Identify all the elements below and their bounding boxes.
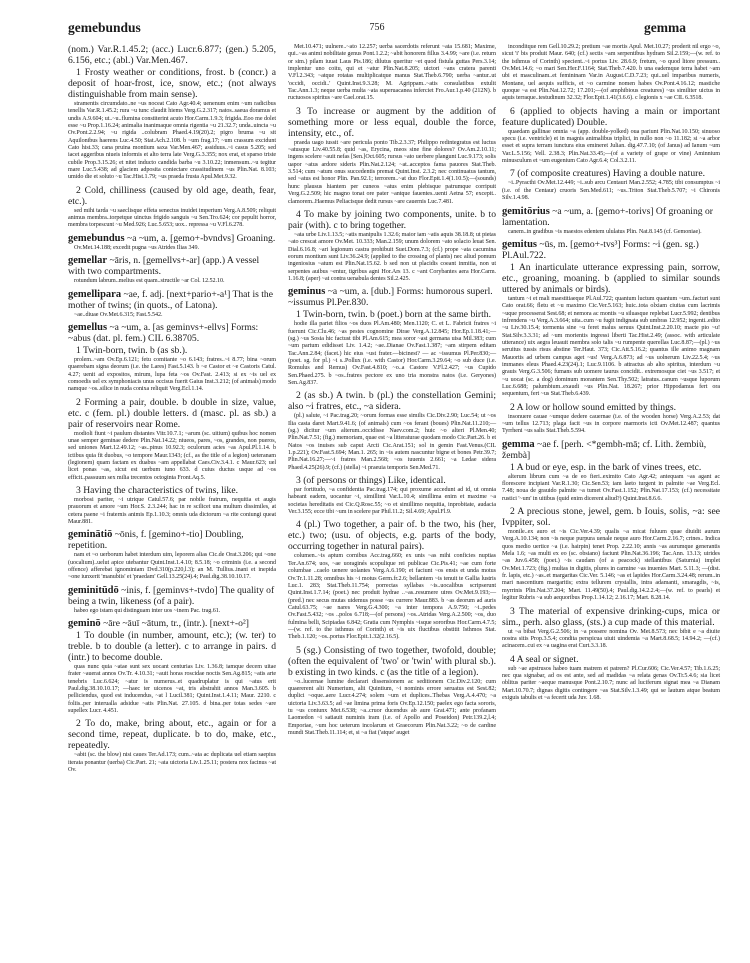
sense-definition: 3 Having the characteristics of twins, like. [76, 484, 238, 496]
citation-block: praeda uago iussit ~are pericula ponto Tib.2.3.37; Philippo redintegratus est luctus ~atusque Liv.40.55.8; quid ~as, Erycina, meos sine fine dolores? Ov.Am.2.10.11; ingens scelere ~auit nefas [Sen.]Oct.605; rursus ~ato uerbere plangunt Luc.9.173; solis uapor ~atus ardore sideris Plin.Nat.2.124; ~at..acceptos fama pauores Stat.Theb. 3.514; cum ~atum onus succedentis premat Quint.Inst. 2.3.2; nec continuatus tantum, sed ~atus est honor Plin. Pan.92.1; terrorem..~at duo Flor.Epit.1.4(1.10.5);—(sounds) hunc plausus hiantem per cuneos ~atus enim plebisque patrumque corripuit Verg.G.2.509; hic magno tonat ore pater ~antque fauentes..uenti Aetna 57; excepit.. clamorem..Haemus Peliacisque dedit rursus ~are cauernis Luc.7.481. [288, 139, 496, 205]
citation-block: sub ~ae apstrusos habeo tuam matrem et patrem? Pl.Cur.606; Cic.Ver.4.57; Tib.1.6.25; nec qua signabar, ad os est ante, sed ad madidas ~a relata genas Ov.Tr.5.4.6; sia licet oblitus pariter ~aeque manusque Pont.2.10.7; nunc ad luciferum signat mea ~a Dianam Mart.10.70.7; dignas digitis contingere ~as Stat.Silv.1.3.49; qui se lautum atque beatum exiguis tabulis et ~a fecerit uda Juv. 1.68. [502, 665, 720, 701]
sense-definition: 1 Frosty weather or conditions, frost. b (concr.) a deposit of hoar-frost, ice, snow, etc.; (not always distinguishable from main sense). [68, 67, 276, 100]
sense-definition: 1 Twin-born, twin. b (as sb.). [76, 344, 188, 356]
citation-block: quas nunc quia ~atae sunt sex uocant centurias Liv. 1.36.8; iamque decem uitae frater ~auerat annos Ov.Tr. 4.10.31; ~auit horas roscidae noctis Sen.Ag.815; ~atis arte tenebris Luc.6.624; ~atur is numerus..et quadruplatur is qui ~atus erit Paul.dig.38.10.10.17; —haec ter uicenos ~at, tris abstrahit annos Man.3.605. b pelliciendus, quod est inducendus, ~at l Lucil.381; Quint.Inst.1.4.11; Maur. 2210. c foliis..per interualla adsidue ~atis Plin.Nat. 27.105. d bina..per totas sedes ~are supellex Lucr. 4.451. [68, 664, 276, 715]
sense-definition: 4 A seal or signet. [510, 653, 579, 665]
citation-block: stramentis circumdato..ne ~us noceat Cato Agr.40.4; uenenum enim ~um radicibus tenellis Var.R.1.45.2; rura ~u tunc claudit hiems Verg.G.2.317; natos..saeua doramus et undis A.9.604; ut..~u..flumina constiterint acuto Hor.Carm.1.9.3; frigida..Eoo me dolet esse ~u Prop.1.16.24; animalia inanimaque omnia rigentia ~u 21.32.7; unda..uincta ~u Ov.Pont.2.2.94; ~u rigida ..colubram Phaed.4.19(20).2; pigro bruma ~u sit Aquilonibus haerens Luc.4.50; Stat.Ach.2.108. b ~um frag.17; ~um crassum excidunt Cato hist.33; cana pruina montium saxa Var.Men.467; assiduus..~i casus 5.205; sed iacet aggeribus niueis informis et alto terra late Verg.G.3.355; nox erat, et sparso triste cubile Prop.3.15.26; et nitet inducto candida barba ~u 3.10.22; inmensum..~u tegitur mare Luc.5.438; ad glaciem adposita coniectare crassitudinem ~us Plin.Nat. 8.103; umido die et soluto ~u Tac.Hist.1.79; ~us praeda frusta Apul.Met.9.32. [68, 101, 276, 181]
entry-grammar: ~ūs, m. [gemo+-tvs³] Forms: ~i (gen. sg.) Pl.Aul.722. [502, 238, 699, 261]
citation-block: prolem..~am Ov.Ep.6.121; fetu comitante ~o 6.143; fratres..~i 8.77; bina ~orum quaerebam signa deorum (i.e. the Lares) Fast.5.143. b ~e Castor et ~e Castoris Catul. 4.27; uenit ad expositos, mirum, lupa feta ~os Ov.Fast. 2.413; si ex ~is uel ex comoedis uel ex symphoniacis unus occisus fuerit Gaius Inst.3.212; (of animals) modo namque ~os..silice in nuda conixa reliquit Verg.Ecl.1.14. [68, 356, 276, 393]
sense-definition: 3 To increase or augment by the addition of something more or less equal, double the force, intensity, etc., of. [288, 105, 496, 139]
sense-definition: 4 To make by joining two components, unite. b to pair (with). c to bring together. [288, 208, 496, 231]
sense-definition: 2 To do, make, bring about, etc., again or for a second time, repeat, duplicate. b to do, make, etc., repeatedly. [68, 718, 276, 752]
column-1 [68, 44, 276, 778]
sense-definition: 2 (as sb.) A twin. b (pl.) the constellation Gemini; also ~i fratres, etc., ~a sidera. [288, 390, 496, 413]
citation-block: modioli fiunt ~i paulum distantes Vitr.10.7.1; ~arum (sc. uitium) quibus hoc nomen unae semper geminae dedere Plin.Nat.14.22; niueos, pares, ~os, grandes, non pueros, sed uniones Mart.12.49.12; ~as..pinus 10.92.3; oculorum acies ~as Apul.Pl.1.14. b ictibus quia fit duobus, ~o tempore Maur.1343; (cf., as the title of a legion) ueteranam (legionem) quam factam ex duabus ~am appellabat Caes.Civ.3.4.1. c Maur.623; uel licet ponas ~as, sicut est uerbum iuno 633. d cuius ductus usque ad ~os efficit..passuum sex milia trecentos octoginta Front.Aq.5. [68, 430, 276, 481]
headword: gemellus [68, 321, 108, 333]
citation-block: canem..in gradibus ~is maestos edentem ululatus Plin. Nat.8.145 (cf. Gemoniae). [508, 228, 702, 235]
headword: geminitūdō [68, 584, 119, 596]
citation-block: columen..~is aptum cornibus Acc.trag.660; ex unis ~as mihi conficies nuptias Ter.An.674; uos, ~ae uoraginés scopulique rei publicae Cic.Pis.41; ~ae cum forte columbae ..caelo uenere uolantes Verg.A.6.190; et faciunt ~os ensis et unda motus Ov.Tr.1.11.28; omnibus his ~i motus Germ.fr.2.6; bellantem ~is tenuit te Gallia lustris Luc.1. 283; Stat.Theb.11.754; porrectas syllabas ~is..uocalibus scripserunt Quint.Inst.1.7.14; (poet.) nec produit hydrae ..~as..resumere uires Ov.Met.9.193;—(pred.) nec secus mutas uidemus posse ~us currere Maur.883. b ~as deorum ad auris Catul.63.75; ~ae nares Verg.G.4.300; ~a inter tempora A.9.750; ~i..pedes Ov.Fast.5.432; ~os ..polos 6.718;—(of persons) ~os..Atridas Verg.A.2.500; ~os, duo fulmina belli, Scipiadas 6.842; Gratia cum Nymphis ~isque sororibus Hor.Carm.4.7.5;—(w. ref. to the isthmus of Corinth) et ~is uix fluctibus obstitit Isthmos Stat. Theb.1.120; ~os..portus Flor.Epit.1.32(2.16.5). [288, 553, 496, 641]
citation-block: hodie illa pariet filios ~os duos Pl.Am.480; Men.1120; C. et L. Fabricii fratres ~i fuerunt Cic.Clu.46; ~as pestes cognomine Dirae Verg.A.12.845; Hor.Ep.1.18.41;—(sg.) ~us Sosia hic factust tibi Pl.Am.615; mea soror ~ast germana uisa Mil.383; cum ~um partum edidisset Liv. 1.4.2; ~ae..Dianae Ov.Fast.1.387; ~am stirpem editam Tac.Ann.2.84; (facet.) hic eius ~ust frater.—bicinest? — ac ~issumus Pl.Per.830;—(poet. sg. for pl.) ~i s..Pollux (i.e. with Castor) Hor.Carm.3.29.64; ~o sub duce (i.e. Romulus and Remus) Ov.Fast.4.810; ~o..a Castore V.Fl.2.427; ~us Cupido Sen.Phaed.275. b ~os..fratres pectore ex uno tria monstra natos (i.e. Geryones) Sen.Ag.837. [288, 321, 496, 386]
citation-block: ~o..lucernae lumine declarari dissensionem ac seditionem Cic.Div.2.120; cum quaererent alii Numerium, alii Quintium, ~i nominis errore seruatus est Sest.82; duplici ~oque..aere Lucr.4.274; solem ~um et duplices..Thebas Verg.A.4.470; ~a uictoria Liv.3.63.5; ad ~ae limina prima foris Ov.Ep.12.150; paelex ego facta sororis, tu ~us coniunx Met.6.538; ~a..cruor ducendus ab aure Grat.471; ante profanam Laomedon ~i satiauit numinis iram (i.e. of Apollo and Poseidon) Petr.139.2,l.4; Emporiae, ~um hoc ueterum incolarum et Graecorum Plin.Nat.3.22; ~o de cardine mundi Stat.Theb.11.114; et, si ~a fiat ('atque' auget [288, 678, 496, 736]
entry-grammar: ~a ~um, a. [gemo+-torivs] Of groaning or lamentation. [502, 205, 713, 228]
citation-block: ~abit (sc. the blow) nisi caues Ter.Ad.173; cum..~ata ac duplicata uel etiam saepius iterata ponantur (uerba) Cic.Part. 21; ~ata uictoria Liv.1.25.11; postera nox facinus ~at Ov. [68, 752, 276, 774]
dictionary-entry-head [502, 239, 720, 261]
headword: geminō [68, 618, 101, 630]
citation-block: rotundum labrum..melius est quam..structile ~ar Col. 12.52.10. [74, 278, 225, 285]
sense-definition: 1 A bud or eye, esp. in the bark of vines trees, etc. [510, 461, 702, 473]
citation-block: ~ata urbe Liv.1.13.5; ~atis manipulis 1.32.6; maior iam ~atis aquis 38.18.8; ut pietas ~ato crescat amore Ov.Met. 10.333; Man.2.159; unum dolorem ~ato solacio leuat Sen. Dial.6.16.8; ~ari legionum castra prohibuit Suet.Dom.7.3; (cf.) prope ~ata cacumina eorum montium sunt Liv.36.24.9; (applied to the crossing of plants) nec aliud pomum ingeniosius ~atum est Plin.Nat.15.62. b sed non ut placidis coeant inmitia, non ut serpentes auibus ~entur, tigribus agni Hor.Ars 13. c ~ant Corybantes aera Hor.Carm. 1.16.8; (aper) ~at contra uenabula dentes Sil.2.425. [288, 231, 496, 282]
entry-grammar: ~āre ~āuī ~ātum, tr., (intr.). [next+-o²] [100, 618, 249, 630]
dictionary-entry-head [502, 439, 720, 461]
citation-block: alterum librum cum ~a de eo fieri..eximito Cato Agr.42; antequam ~as agant ac florescere incipiant Var.R.1.30; Cic.Sen.53; iam laeto turgent in palmite ~ae Verg.Ecl. 7.48; noua de grauido palmite ~a tumet Ov.Fast.1.152; Plin.Nat.17.153; (cf.) necessitate rustici '~um' in uitibus (quid enim dicerent aliud?) Quint.Inst.8.6.6. [502, 473, 720, 502]
citation-block: habeo ego istam qui distinguam inter uos ~inem Pac. trag.61. [74, 607, 221, 614]
dictionary-entry-head [502, 206, 720, 228]
dictionary-entry-head [68, 255, 276, 277]
dictionary-entry-head [68, 585, 276, 607]
citation-block: monile..ex auro et ~is Cic.Ver.4.39; qualis ~a micat fuluum quae diuidit aurum Verg.A.10.134; non ~is neque purpura uenale neque auro Hor.Carm.2.16.7; crines.. Indica quos medio uertice ~a (i.e. hairpin) tenet Prop. 2.22.10; annis ~as aurumque generantis Mela 1.6; ~as multi ex eo (sc. obsiano) faciunt Plin.Nat.36.196; Tac.Ann. 13.13; uirides ~as Juv.6.458; (poet.) ~is caudam (of a peacock) stellantibus (Saturnia) implet Ov.Met.1.723; (fig.) multas in digitis, plures in carmine ~as inuenies Mart. 5.11.3; —(dist. fr. lapis, etc.) ~as..et margaritas Cic.Ver. 5.146; ~as et lapides Hor.Carm.3.24.48; rerum..in mari nascentium margaritis; extra tellurem crystallis, intra adamanti, smaragdis, ~is, myrrinis Plin.Nat.37.204; Mart. 11.49(50).4; Paul.dig.14.2.2.4;—(w. ref. to pearls) et legitur Rubris ~a sub aequoribus Prop.1.14.12; 2.16.17; Mart. 8.28.14. [502, 529, 720, 602]
column-2 [288, 44, 496, 740]
headword: gemitōrius [502, 205, 550, 217]
headword: gemitus [502, 238, 537, 250]
headword: gemebundus [68, 232, 125, 244]
citation-block: Met.10.471; uulnere..~ato 12.257; uerba sacerdotis referunt ~ata 15.681; Maxime, qui..~as animi nobilitate genus Pont.1.2.2; ~abit honorem fillus 3.4.99; ~are (i.e. return or sim.) pilam iuuat Laus Pis.186; dilutus queritur ~et quod fistula guttas Pers.3.14; implentur uno coitu, qui et ~atur Plin.Nat.8.205; uictori ~ans cratera parenti V.Fl.2.343; ~atque rotatas multiplicatque manus Stat.Theb.6.790; uerba ~antur..ut 'occidi, occidi..' Quint.Inst.9.3.28; M. Agrippam..~atis consulatibus extulit Tac.Ann.1.3; neque uerba multa ~ata superuacanea inferciet Fro.Aur.1.p.40 (212N). b ructuosos spiritus ~are Cael.orat.15. [288, 44, 496, 102]
citation-block: sed mihi tarda ~u saeclisque effeta senectus inuidet imperium Verg.A.8.509; reliquit animus membra..torpetque uinctus frigido sanguis ~u Sen.Tro.624; cor pepulit horror, membra torpescunt ~u Med.926; Luc.5.653; uox.. repressa ~u V.Fl.6.278. [68, 207, 276, 229]
headword: gemellar [68, 255, 108, 267]
entry-grammar: ~ae f. [perh. <*gembh-mā; cf. Lith. žembiù, žembà] [502, 438, 707, 461]
citation-block: ut ~a bibat Verg.G.2.506; in ~a possere nomina Ov. Met.8.573; nec bibit e ~a diuite nostra sitis Prop.3.5.4; condita perspicua uiuit uindemia ~a Mart.8.68.5; 14.94.2; —(cf.) acinacem..cui ex ~a uagina erat Curt.3.3.18. [502, 628, 720, 650]
entry-grammar: ~a ~um, a. [as geminvs+-ellvs] Forms: ~abus (dat. pl. fem.) CIL 6.38705. [68, 321, 259, 344]
entry-grammar: ~ae, f. adj. [next+pario+-a¹] That is the mother of twins; (in quots., of Latona). [68, 288, 273, 311]
sense-definition: 6 (applied to objects having a main or important feature duplicated) Double. [502, 105, 720, 128]
dictionary-entry-head [68, 529, 276, 551]
sense-definition: (nom.) Var.R.1.45.2; (acc.) Lucr.6.877; (gen.) 5.205, 6.156, etc.; (abl.) Var.Men.467. [68, 44, 276, 66]
column-3 [502, 44, 720, 705]
dictionary-entry-head [288, 286, 496, 308]
citation-block: ~ae..diuae Ov.Met.6.315; Fast.5.542. [74, 311, 163, 318]
sense-definition: 3 (of persons or things) Like, identical. [296, 475, 446, 487]
citation-block: par fortitudo, ~a confidentia Pac.trag.174; qui proxume accedunt ad id, ut omnia habeant eadem, uocantur ~i, simillimi Var.L.10.4; simillima enim et maxime ~a societas hereditatis est Cic.Q.Rosc.55; ~o et simillimo nequitia, inprobitate, audacia Ver.3.155; ecce tibi ~um in scelere par Phil.11.2; Sil.4.69; Apul.Fl.9. [288, 487, 496, 516]
headword: geminus [288, 286, 326, 298]
page-number: 756 [369, 22, 385, 33]
sense-definition: 1 An inarticulate utterance expressing pain, sorrow, etc., groaning, moaning. b (applied to similar sounds uttered by animals or birds). [502, 261, 720, 295]
citation-block: morbosi pariter, ~i utrique Catul.57.6; par nobile fratrum, nequitia et augis prauorum et amore ~um Hor.S. 2.3.244; hac in re scilicet una multum dissimiles, at cetera paene ~i fraternis animis Ep.1.10.3; omnis uda dictorum ~a rite coniungi queat Maur.881. [68, 496, 276, 525]
citation-block: insonuere cauae ~umque dedere cauernae (i.e. of the wooden horse) Verg.A.2.53; dat ~um tellus 12.713; plaga facit ~us in corpore marmoris icti Ov.Met.12.487; quantus Tyrrheni ~us salis Stat.Theb.5.594. [502, 413, 720, 435]
sense-definition: 2 A low or hollow sound emitted by things. [510, 401, 677, 413]
citation-block: quaedam gallinae omnia ~a (app. double-yolked) oua pariunt Plin.Nat.10.150; sinuoso specu (i.e. ventricle) et in magnis animalibus triplici, in nullo non ~o 11.182; si ~a arbor esset et supra terram iunctura eius emineret Julian. dig.47.7.10; (of Janus) ad Ianum ~um Var.L.5.156; Vell. 2.38.3; Plin.Nat.33.45;—(of a variety of grape or vine) Aminnium minusculum et ~um eugenium Cato Agr.6.4; Col.3.2.11. [502, 128, 720, 165]
headword: gemellipara [68, 288, 122, 300]
sense-definition: 2 Cold, chilliness (caused by old age, death, fear, etc.). [68, 184, 276, 207]
sense-definition: 7 (of composite creatures) Having a double nature. [510, 168, 705, 180]
dictionary-entry-head [68, 618, 276, 629]
entry-grammar: ~āris, n. [gemellvs+-ar] (app.) A vessel with two compartments. [68, 255, 260, 278]
headword: geminātiō [68, 529, 113, 541]
citation-block: tantum ~i et mali maestitiaeque Pl.Aul.722; quantum luctum quantum ~um..facturi sunt Cato orat.66; fletu et ~u maximo Cic.Ver.5.163; huic..tota olxiam ciuitas cum lacrimis ~uque processerat Sest.68; et nemora ac montis ~u siluasque replebat Lucr.5.992; dentibus infrendens ~u Verg.A.3.664; uita..cum ~u fugit indignata sub umbras 12.952; ingenti..edito ~u Liv.30.15.4; tormenta sine ~u feret malus seruus Quint.Inst.2.20.10; macte pio ~u! Stat.Silv.3.3.31; ad ~um morientis ingressi liberti Tac.Hist.2.49; (assoc. with articulate utterance) uix aegra leuauit membra solo talis ~u rumpente querellas Luc.8.87;—(pl.) ~us seruitus tussis risus abstine Ter.Haut. 373; Cic.Att.5.16.2; quantus ille animo magnam Mauortis ad urbem campus aget ~us! Verg.A.6.873; ad ~us uolnerum Liv.22.5.4; ~us immanes eleus Phaed.4.23(24).1; Luc.9.1106. b attractus ab alto spiritus, interdum ~u grauis Verg.G.3.506; fumans sub uomere taurus concidit.. extremosque ciet ~us 3.517; et ~u uocat (sc. a dog) dominum morantem Sen.Thy.502; latratus..canum ~usque luporum Luc.6.688; palumbium..exaudi ~us Plin.Nat. 18.267; prior Hippodamus fert ora sequentum, fert ~us Stat.Theb.6.439. [502, 295, 720, 398]
entry-grammar: ~ōnis, f. [gemino+-tio] Doubling, repetition. [68, 529, 244, 552]
sense-definition: 2 Forming a pair, double. b double in size, value, etc. c (fem. pl.) double letters. d (masc. pl. as sb.) a pair of reservoirs near Rome. [68, 396, 276, 430]
dictionary-entry-head [68, 289, 276, 311]
sense-definition: 3 The material of expensive drinking-cups, mica or sim., perh. also glass, (sts.) a cup made of this material. [502, 605, 720, 628]
sense-definition: 5 (sg.) Consisting of two together, twofold, double; (often the equivalent of 'two' or 'twin' with plural sb.). b existing in two kinds. c (as the title of a legion). [288, 644, 496, 678]
dictionary-entry-head [68, 322, 276, 344]
dictionary-entry-head [68, 233, 276, 244]
citation-block: ~i..Pyracthi Ov.Met.12.449; ~i..sub arcu Centauri Man.2.552; 4.785; tibi consumptus ~i (i.e. of the Centaur) cruoris Sen.Med.611; ~us..Triton Stat.Theb.5.707; ~i Chironis Silv.1.4.98. [502, 180, 720, 202]
sense-definition: 4 (pl.) Two together, a pair of. b the two, his (her, etc.) two; (usu. of objects, e.g. parts of the body, occurring together in natural pairs). [288, 519, 496, 553]
sense-definition: 2 A precious stone, jewel, gem. b Iouis, solis, ~a: see Ivppiter, sol. [502, 506, 720, 529]
citation-block: (pl.) salute, ~i Pac.trag.20; ~orum formas esse similis Cic.Div.2.90; Luc.54; ut ~os Ilia casta daret Mart.9.41.6; (of animals) cum ~os ferant (boues) Plin.Nat.11.210;—(sg.) dicitur ~um alterum..occidisse Naev.com.2; huic ~o alteri Pl.Men.40; Plin.Nat.7.51; (fig.) memoriam, quae est ~a litteraturae quodam modo Cic.Part.26. b et Natos ~os inuises sub caput Arcti Cic.Arat.151; sol in gemin Fast.Venus.(CIL 1.p.221); Ov.Fast.5.694; Man.1. 265; in ~is autem nascuntur bigne et bones Petr.39.7; Plin.Nat.16.27;—~i fratres Man.2.568; ~os iuuenis 2.661; ~a Ledae sidera Phaed.4.25(26).9; (cf.) (stella) ~i praeuia temporis Sen.Med.71. [288, 413, 496, 471]
entry-grammar: ~inis, f. [geminvs+-tvdo] The quality of being a twin, likeness (of a pair). [68, 584, 275, 607]
right-running-headword: gemma [644, 20, 686, 35]
left-running-headword: gemebundus [68, 20, 141, 35]
entry-grammar: ~a ~um, a. [dub.] Forms: humorous superl. ~issumus Pl.Per.830. [288, 286, 493, 309]
sense-definition: 1 To double (in number, amount, etc.); (w. ter) to treble. b to double (a letter). c to arrange in pairs. d (intr.) to become double. [68, 630, 276, 664]
citation-block: Ov.Met.14.188; excedit pugna ~us Atrides Ilias 349. [74, 244, 199, 251]
headword: gemma [502, 438, 535, 450]
entry-grammar: ~a ~um, a. [gemo+-bvndvs] Groaning. [124, 232, 276, 244]
citation-block: nam et ~o uerborum habet interdum uim, leporem alias Cic.de Orat.3.206; qui ~one (uocalium)..uelut apice utebantur Quint.Inst.1.4.10; 8.5.18; ~o criminis (i.e. a second offence) afferebat ignominiam Dvd.310(p.220,l.3); an M. Tullius..inani et inepida ~one iunxerit 'manubiis' et 'praedam' Gell.13.25(24).4; Paul.dig.38.10.10.17. [68, 552, 276, 581]
citation-block: inconditque rem Gell.10.29.2; pretium ~ae mortis Apul. Met.10.27; proderit nil ergo ~o, sicut 'i' bis produit Maur. 640; (cf.) sectis ~am serpentibus hydram Sil.2.159;—(w. ref. to the isthmus of Corinth) specient..~i portus Liv. 28.6.9; fretum, ~o quod litore pressum.. Ov.Met.14.6; ~o mari Sen.Her.F.1164; Stat.Theb.7.420. b una eademque terra habet ~am ubi et masculinam..et femininam Var.in August.C.D.7.23; qui..uel imparibus numeris, Montane, uel aequis sufficis, et ~o carmine nomen habes Ov.Pont.4.16.12; mastiche quoque ~a est Plin.Nat.12.72; 17.201;—(of amphibious creatures) ~us similiter uictus in aquis terraque..testudinum 32.32; Flor.Epit.1.41(3.6.6). c legionis x ~ae CIL 6.3518. [502, 44, 720, 102]
sense-definition: 1 Twin-born, twin. b (poet.) born at the same birth. [296, 309, 491, 321]
page-header [68, 20, 686, 38]
